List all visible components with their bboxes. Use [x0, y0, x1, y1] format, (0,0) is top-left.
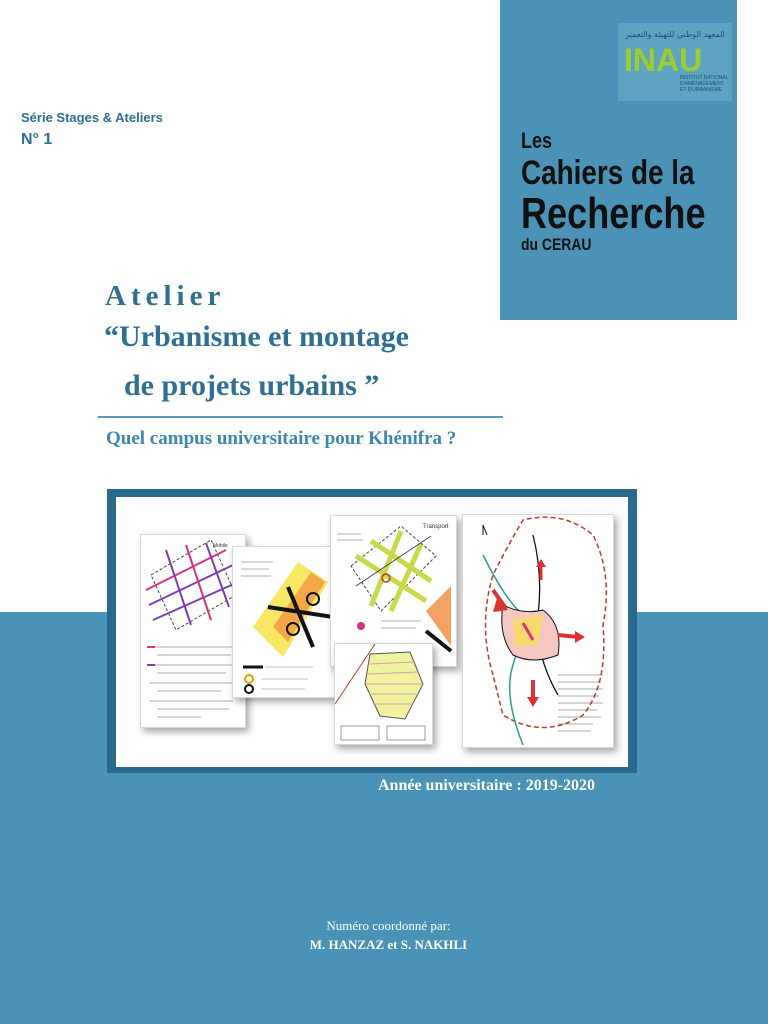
- collection-line-3: Recherche: [521, 189, 706, 238]
- sketch-image-2: [232, 546, 346, 698]
- logo-subtitle-2: D'AMÉNAGEMENT: [680, 81, 724, 87]
- workshop-subtitle: Quel campus universitaire pour Khénifra ?: [106, 428, 457, 449]
- logo-subtitle-3: ET D'URBANISME: [680, 87, 722, 93]
- logo-subtitle-1: INSTITUT NATIONAL: [680, 75, 729, 81]
- academic-year: Année universitaire : 2019-2020: [378, 777, 596, 794]
- title-divider: [98, 416, 503, 418]
- logo-wordmark: INAU: [624, 42, 703, 78]
- inau-logo: [618, 23, 732, 101]
- sketch-image-5: [462, 514, 614, 748]
- coordination-names: M. HANZAZ et S. NAKHLI: [309, 937, 468, 952]
- workshop-kind: Atelier: [105, 280, 226, 312]
- sketch-1-tag: Mobile: [213, 543, 228, 549]
- logo-arabic-text: المعهد الوطني للتهيئة والتعمير: [625, 30, 725, 39]
- workshop-title-line-1: “Urbanisme et montage: [104, 320, 409, 353]
- series-number: N° 1: [21, 131, 53, 148]
- collection-line-1: Les: [521, 128, 553, 153]
- sketch-3-tag: Transport: [423, 524, 449, 530]
- collection-line-2: Cahiers de la: [521, 154, 695, 192]
- sketch-image-1: [140, 534, 246, 728]
- coordination-label: Numéro coordonné par:: [326, 918, 451, 933]
- collection-line-4: du CERAU: [521, 235, 592, 254]
- collection-title: [521, 128, 706, 254]
- sketch-image-4: [334, 643, 433, 745]
- series-label: Série Stages & Ateliers: [21, 110, 163, 125]
- workshop-title-line-2: de projets urbains ”: [124, 369, 380, 402]
